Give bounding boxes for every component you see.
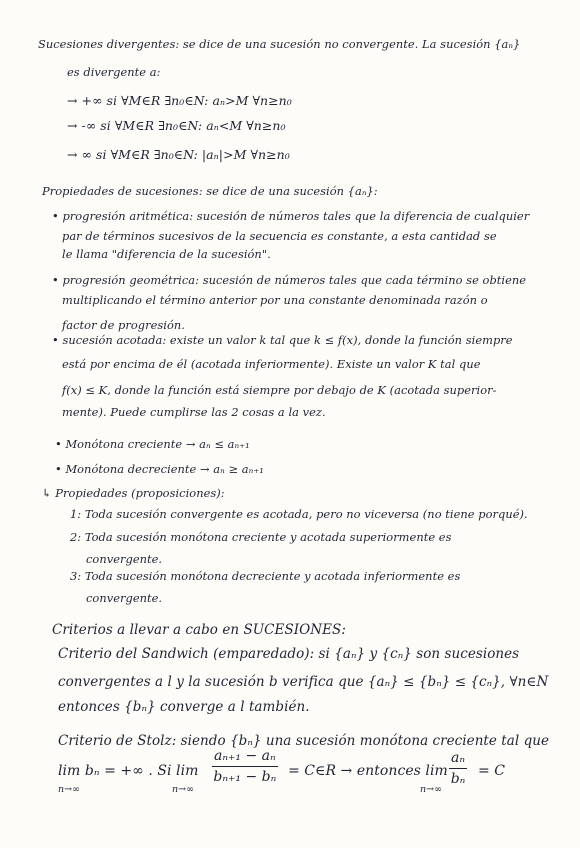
line-sandwich-2: convergentes a l y la sucesión b verifica que {aₙ} ≤ {bₙ} ≤ {cₙ}, ∀n∈N bbox=[58, 674, 549, 690]
line-stolz-1: Criterio de Stolz: siendo {bₙ} una sucesión monótona creciente tal que bbox=[58, 733, 550, 749]
stolz-fraction-2 bbox=[449, 750, 467, 787]
line-bounded-1: • sucesión acotada: existe un valor k tal que k ≤ f(x), donde la función siempre bbox=[52, 333, 513, 347]
line-sandwich-1: Criterio del Sandwich (emparedado): si {aₙ} y {cₙ} son sucesiones bbox=[58, 646, 520, 662]
stolz-fraction-1-numerator: aₙ₊₁ − aₙ bbox=[212, 748, 278, 767]
line-geometric-1: • progresión geométrica: sucesión de números tales que cada término se obtiene bbox=[52, 273, 527, 287]
line-monotone-decreasing: • Monótona decreciente → aₙ ≥ aₙ₊₁ bbox=[55, 462, 264, 476]
line-criteria-title: Criterios a llevar a cabo en SUCESIONES: bbox=[52, 622, 346, 638]
stolz-formula-part-2: = C∈R → entonces lim bbox=[288, 763, 448, 779]
line-arithmetic-1: • progresión aritmética: sucesión de números tales que la diferencia de cualquier bbox=[52, 209, 530, 223]
stolz-lim-subscript-3: n→∞ bbox=[420, 784, 443, 795]
line-properties-title: Propiedades de sucesiones: se dice de una sucesión {aₙ}: bbox=[42, 184, 378, 198]
stolz-formula-part-1: lim bₙ = +∞ . Si lim bbox=[58, 763, 199, 779]
stolz-formula-part-3: = C bbox=[478, 763, 506, 779]
line-bounded-4: mente). Puede cumplirse las 2 cosas a la vez. bbox=[62, 405, 326, 419]
stolz-lim-subscript-2: n→∞ bbox=[172, 784, 195, 795]
line-propositions-title: ↳ Propiedades (proposiciones): bbox=[42, 486, 225, 500]
line-proposition-1: 1: Toda sucesión convergente es acotada, pero no viceversa (no tiene porqué). bbox=[70, 507, 528, 521]
stolz-fraction-2-denominator: bₙ bbox=[450, 771, 466, 787]
line-geometric-3: factor de progresión. bbox=[62, 318, 185, 332]
line-plus-infinity: → +∞ si ∀M∈R ∃n₀∈N: aₙ>M ∀n≥n₀ bbox=[67, 93, 292, 108]
line-infinity: → ∞ si ∀M∈R ∃n₀∈N: |aₙ|>M ∀n≥n₀ bbox=[67, 147, 290, 162]
stolz-fraction-1-denominator: bₙ₊₁ − bₙ bbox=[213, 769, 277, 785]
line-sandwich-3: entonces {bₙ} converge a l también. bbox=[58, 699, 310, 715]
line-monotone-increasing: • Monótona creciente → aₙ ≤ aₙ₊₁ bbox=[55, 437, 250, 451]
line-bounded-2: está por encima de él (acotada inferiormente). Existe un valor K tal que bbox=[62, 357, 481, 371]
line-proposition-2b: convergente. bbox=[86, 552, 163, 566]
line-geometric-2: multiplicando el término anterior por una constante denominada razón o bbox=[62, 293, 488, 307]
line-minus-infinity: → -∞ si ∀M∈R ∃n₀∈N: aₙ<M ∀n≥n₀ bbox=[67, 118, 286, 133]
line-divergent-intro: es divergente a: bbox=[67, 65, 161, 79]
stolz-fraction-1 bbox=[212, 748, 278, 785]
line-proposition-2a: 2: Toda sucesión monótona creciente y acotada superiormente es bbox=[70, 530, 452, 544]
stolz-lim-subscript-1: n→∞ bbox=[58, 784, 81, 795]
line-arithmetic-2: par de términos sucesivos de la secuencia es constante, a esta cantidad se bbox=[62, 229, 497, 243]
stolz-fraction-2-numerator: aₙ bbox=[449, 750, 467, 769]
line-bounded-3: f(x) ≤ K, donde la función está siempre por debajo de K (acotada superior- bbox=[62, 383, 497, 397]
line-proposition-3a: 3: Toda sucesión monótona decreciente y acotada inferiormente es bbox=[70, 569, 461, 583]
line-arithmetic-3: le llama "diferencia de la sucesión". bbox=[62, 247, 271, 261]
line-proposition-3b: convergente. bbox=[86, 591, 163, 605]
line-divergent-definition: Sucesiones divergentes: se dice de una sucesión no convergente. La sucesión {aₙ} bbox=[38, 37, 521, 51]
